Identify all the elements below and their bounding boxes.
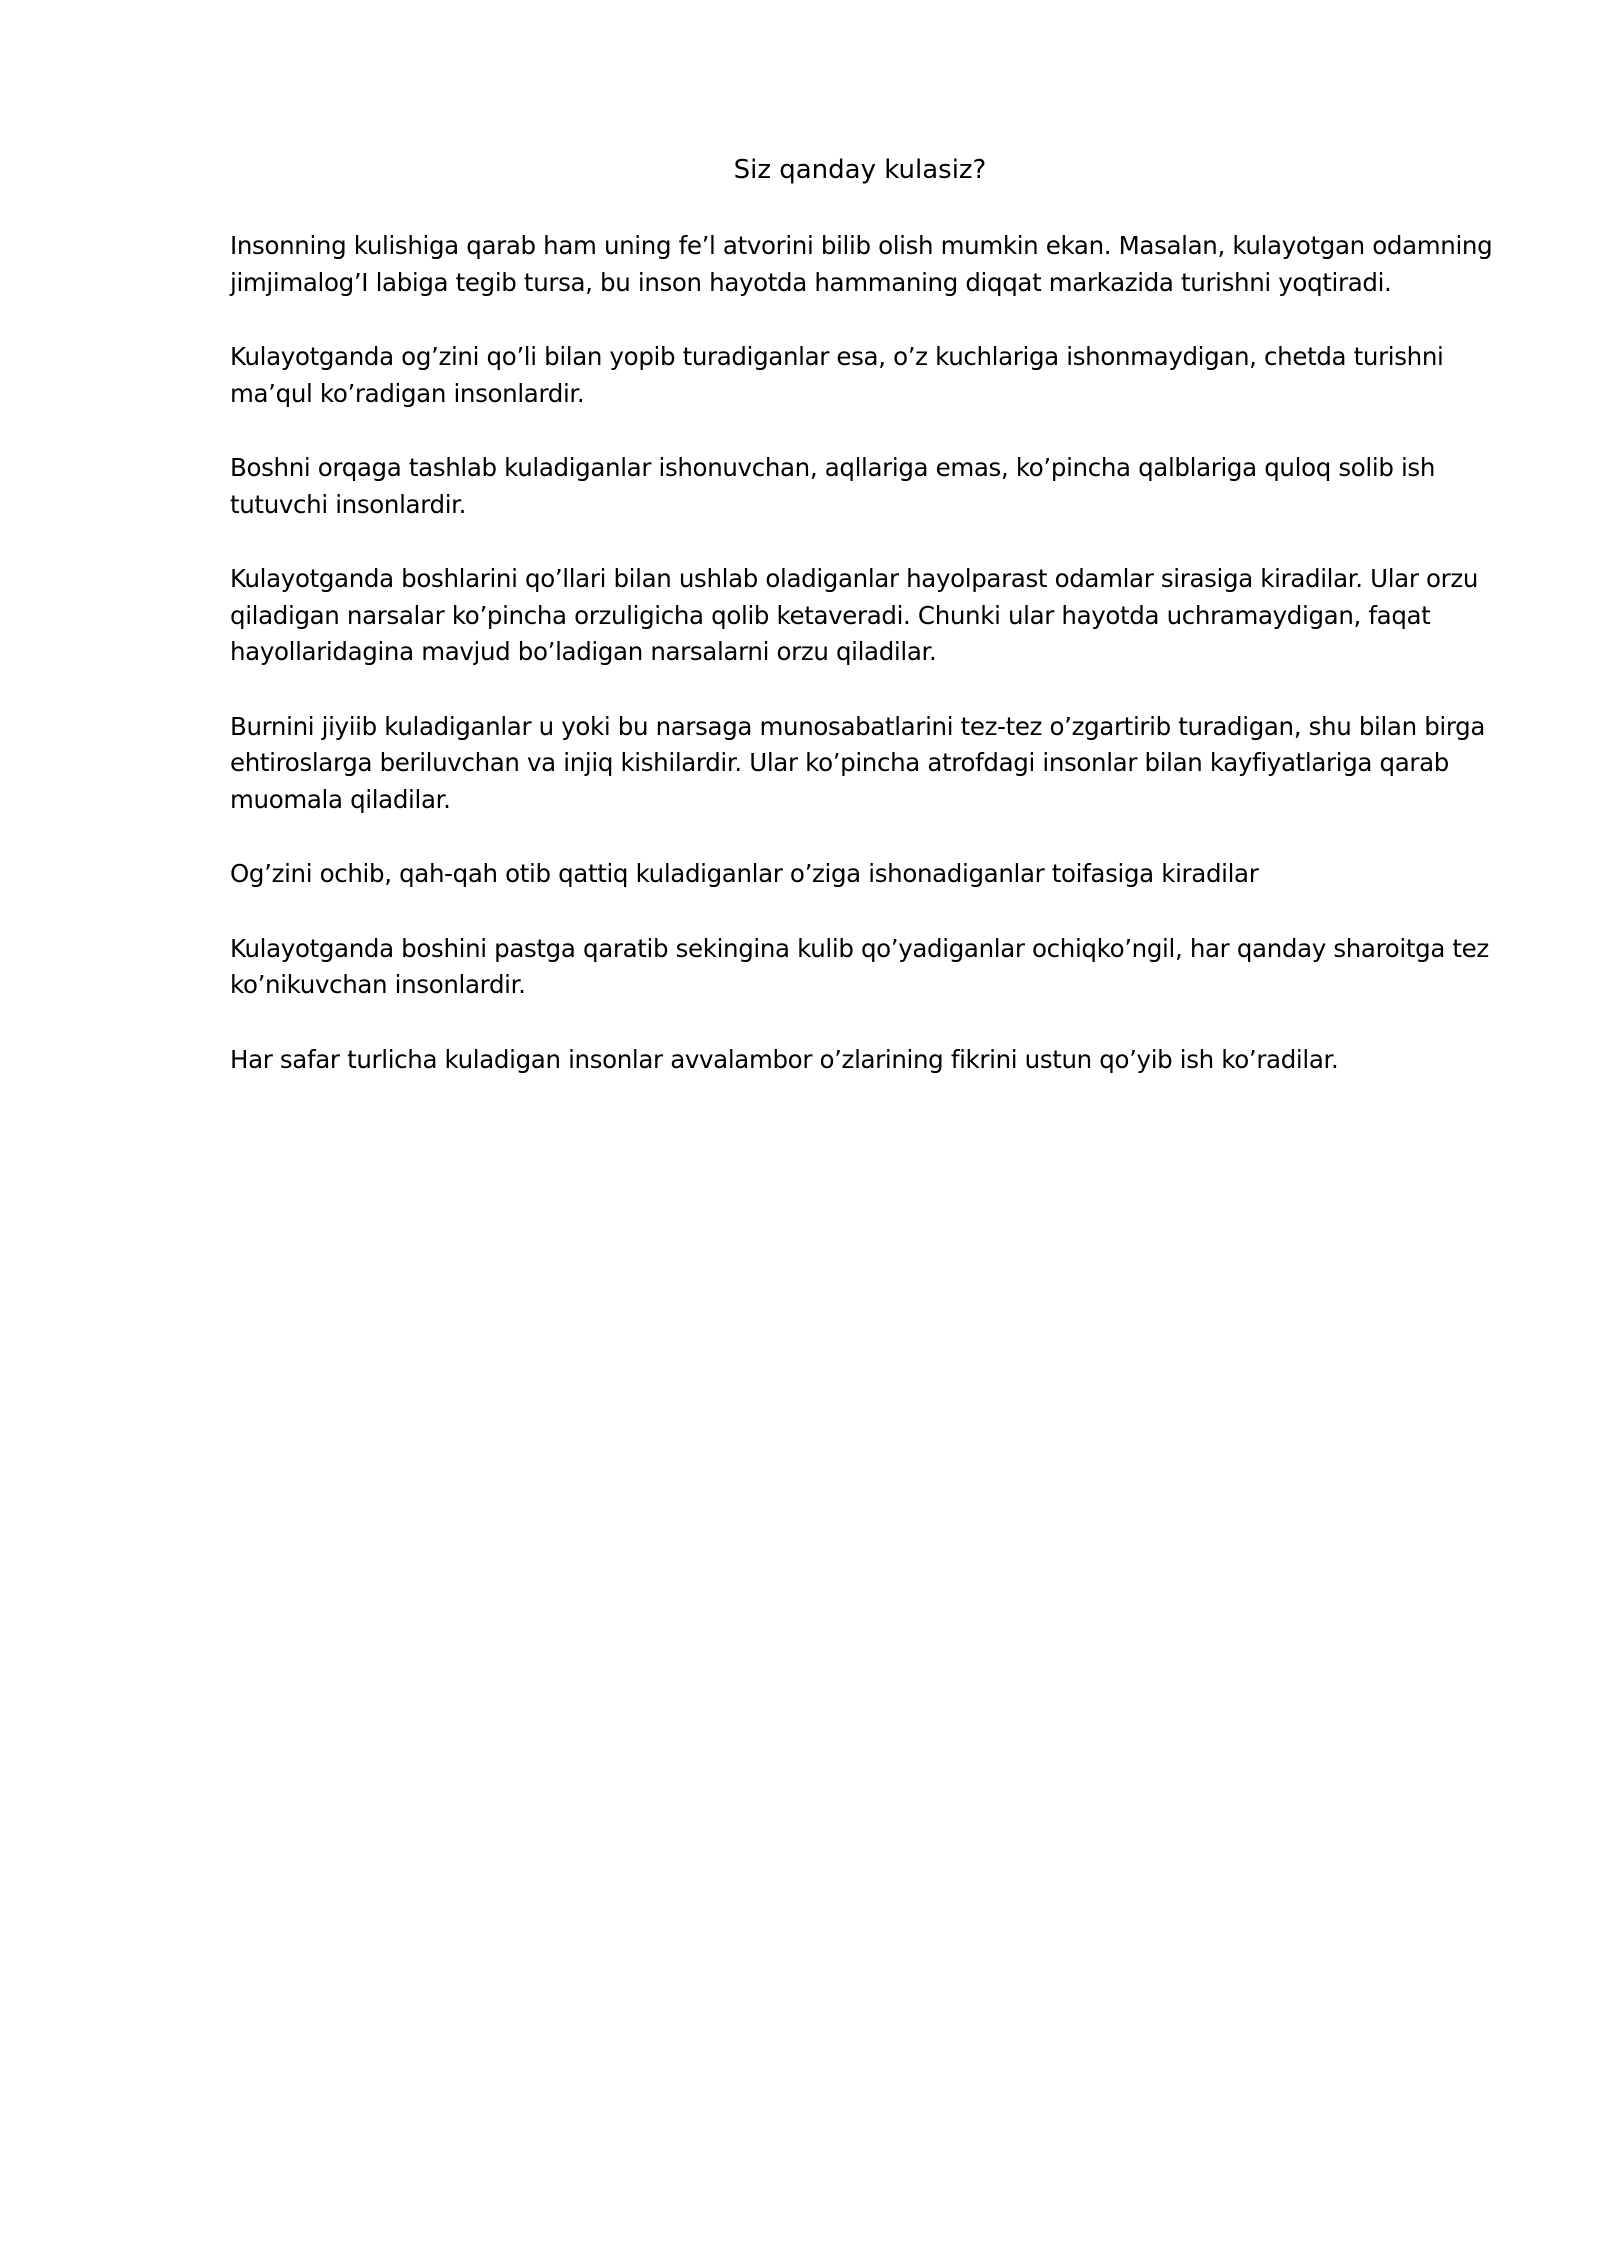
paragraph-5: Burnini jiyiib kuladiganlar u yoki bu narsaga munosabatlarini tez-tez o’zgartirib turadigan, shu bilan birga ehtiroslarga beriluvchan va injiq kishilardir. Ular ko’pincha atrofdagi insonlar bilan kayfiyatlariga qarab muomala qiladilar. bbox=[230, 711, 1486, 814]
paragraph-8: Har safar turlicha kuladigan insonlar avvalambor o’zlarining fikrini ustun qo’yib ish ko’radilar. bbox=[230, 1044, 1339, 1074]
document-body bbox=[230, 228, 1505, 1116]
paragraph-1: Insonning kulishiga qarab ham uning fe’l atvorini bilib olish mumkin ekan. Masalan, kulayotgan odamning jimjimalog’I labiga tegib tursa, bu inson hayotda hammaning diqqat markazida turishni yoqtiradi. bbox=[230, 231, 1493, 297]
paragraph-6: Og’zini ochib, qah-qah otib qattiq kuladiganlar o’ziga ishonadiganlar toifasiga kiradilar bbox=[230, 859, 1259, 888]
paragraph-3: Boshni orqaga tashlab kuladiganlar ishonuvchan, aqllariga emas, ko’pincha qalblariga quloq solib ish tutuvchi insonlardir. bbox=[230, 453, 1436, 519]
paragraph-2: Kulayotganda og’zini qo’li bilan yopib turadiganlar esa, o’z kuchlariga ishonmaydigan, chetda turishni ma’qul ko’radigan insonlardir. bbox=[230, 342, 1444, 408]
paragraph-7: Kulayotganda boshini pastga qaratib sekingina kulib qo’yadiganlar ochiqko’ngil, har qanday sharoitga tez ko’nikuvchan insonlardir. bbox=[230, 933, 1489, 999]
document-title: Siz qanday kulasiz? bbox=[733, 155, 987, 185]
paragraph-4: Kulayotganda boshlarini qo’llari bilan ushlab oladiganlar hayolparast odamlar sirasiga kiradilar. Ular orzu qiladigan narsalar ko’pincha orzuligicha qolib ketaveradi. Chunki ular hayotda uchramaydigan, faqat hayollaridagina mavjud bo’ladigan narsalarni orzu qiladilar. bbox=[230, 564, 1479, 666]
